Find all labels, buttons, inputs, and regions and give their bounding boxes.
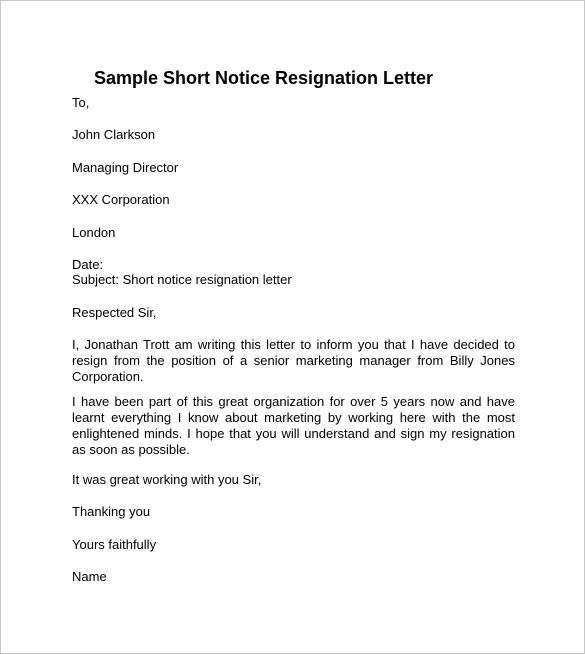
subject-line: Subject: Short notice resignation letter [72,272,292,287]
signature-name: Name [72,569,107,584]
closing-note: It was great working with you Sir, [72,472,262,487]
salutation: Respected Sir, [72,305,157,320]
recipient-city: London [72,225,116,240]
date-label: Date: [72,257,104,272]
body-paragraph-2: I have been part of this great organization for over 5 years now and have learnt everything I know about marketing by working here with the most enlightened minds. I hope that you will understand and sign my resignation as soon as possible. [72,394,515,457]
recipient-company: XXX Corporation [72,192,170,207]
body-paragraph-1: I, Jonathan Trott am writing this letter to inform you that I have decided to resign from the position of a senior marketing manager from Billy Jones Corporation. [72,337,515,384]
sign-off: Yours faithfully [72,537,157,552]
recipient-title: Managing Director [72,160,179,175]
to-line: To, [72,95,90,110]
letter-title: Sample Short Notice Resignation Letter [94,68,434,88]
recipient-name: John Clarkson [72,127,156,142]
thanks-line: Thanking you [72,504,151,519]
